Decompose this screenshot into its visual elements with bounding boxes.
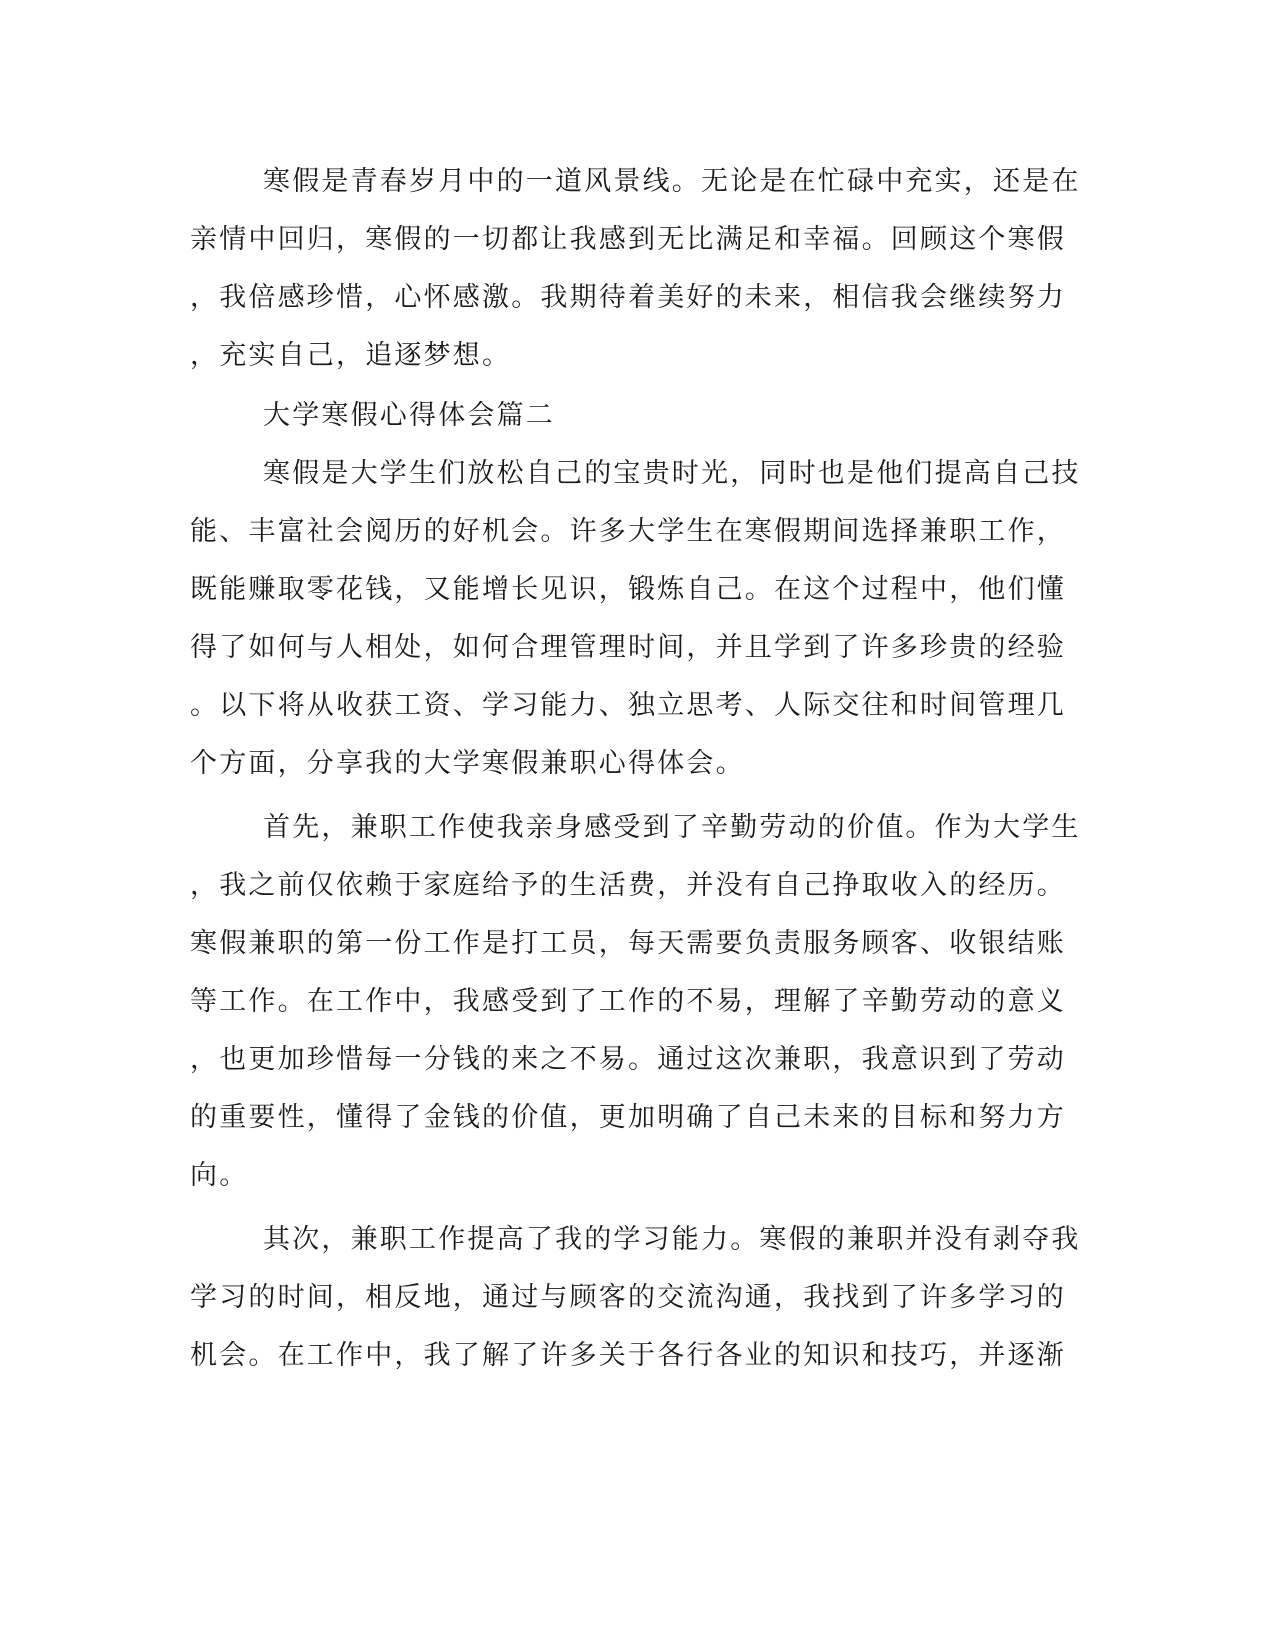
section-heading: 大学寒假心得体会篇二 [263,400,555,431]
paragraph-1-line-2: 亲情中回归，寒假的一切都让我感到无比满足和幸福。回顾这个寒假 [190,224,1066,255]
paragraph-2-line-5: 。以下将从收获工资、学习能力、独立思考、人际交往和时间管理几 [190,690,1066,721]
paragraph-4-line-1: 其次，兼职工作提高了我的学习能力。寒假的兼职并没有剥夺我 [263,1224,1081,1255]
paragraph-2-line-1: 寒假是大学生们放松自己的宝贵时光，同时也是他们提高自己技 [263,458,1081,489]
paragraph-1-line-1: 寒假是青春岁月中的一道风景线。无论是在忙碌中充实，还是在 [263,166,1081,197]
paragraph-3-line-4: 等工作。在工作中，我感受到了工作的不易，理解了辛勤劳动的意义 [190,986,1066,1017]
paragraph-4-line-2: 学习的时间，相反地，通过与顾客的交流沟通，我找到了许多学习的 [190,1282,1066,1313]
paragraph-2-line-4: 得了如何与人相处，如何合理管理时间，并且学到了许多珍贵的经验 [190,632,1066,663]
paragraph-3-line-7: 向。 [190,1160,249,1191]
paragraph-1-line-4: ，充实自己，追逐梦想。 [190,340,512,371]
paragraph-2-line-2: 能、丰富社会阅历的好机会。许多大学生在寒假期间选择兼职工作， [190,516,1066,547]
paragraph-3-line-3: 寒假兼职的第一份工作是打工员，每天需要负责服务顾客、收银结账 [190,928,1066,959]
paragraph-4-line-3: 机会。在工作中，我了解了许多关于各行各业的知识和技巧，并逐渐 [190,1340,1066,1371]
paragraph-3-line-5: ，也更加珍惜每一分钱的来之不易。通过这次兼职，我意识到了劳动 [190,1044,1066,1075]
paragraph-2-line-3: 既能赚取零花钱，又能增长见识，锻炼自己。在这个过程中，他们懂 [190,574,1066,605]
paragraph-1-line-3: ，我倍感珍惜，心怀感激。我期待着美好的未来，相信我会继续努力 [190,282,1066,313]
paragraph-3-line-6: 的重要性，懂得了金钱的价值，更加明确了自己未来的目标和努力方 [190,1102,1066,1133]
paragraph-3-line-1: 首先，兼职工作使我亲身感受到了辛勤劳动的价值。作为大学生 [263,812,1081,843]
paragraph-3-line-2: ，我之前仅依赖于家庭给予的生活费，并没有自己挣取收入的经历。 [190,870,1066,901]
paragraph-2-line-6: 个方面，分享我的大学寒假兼职心得体会。 [190,748,745,779]
